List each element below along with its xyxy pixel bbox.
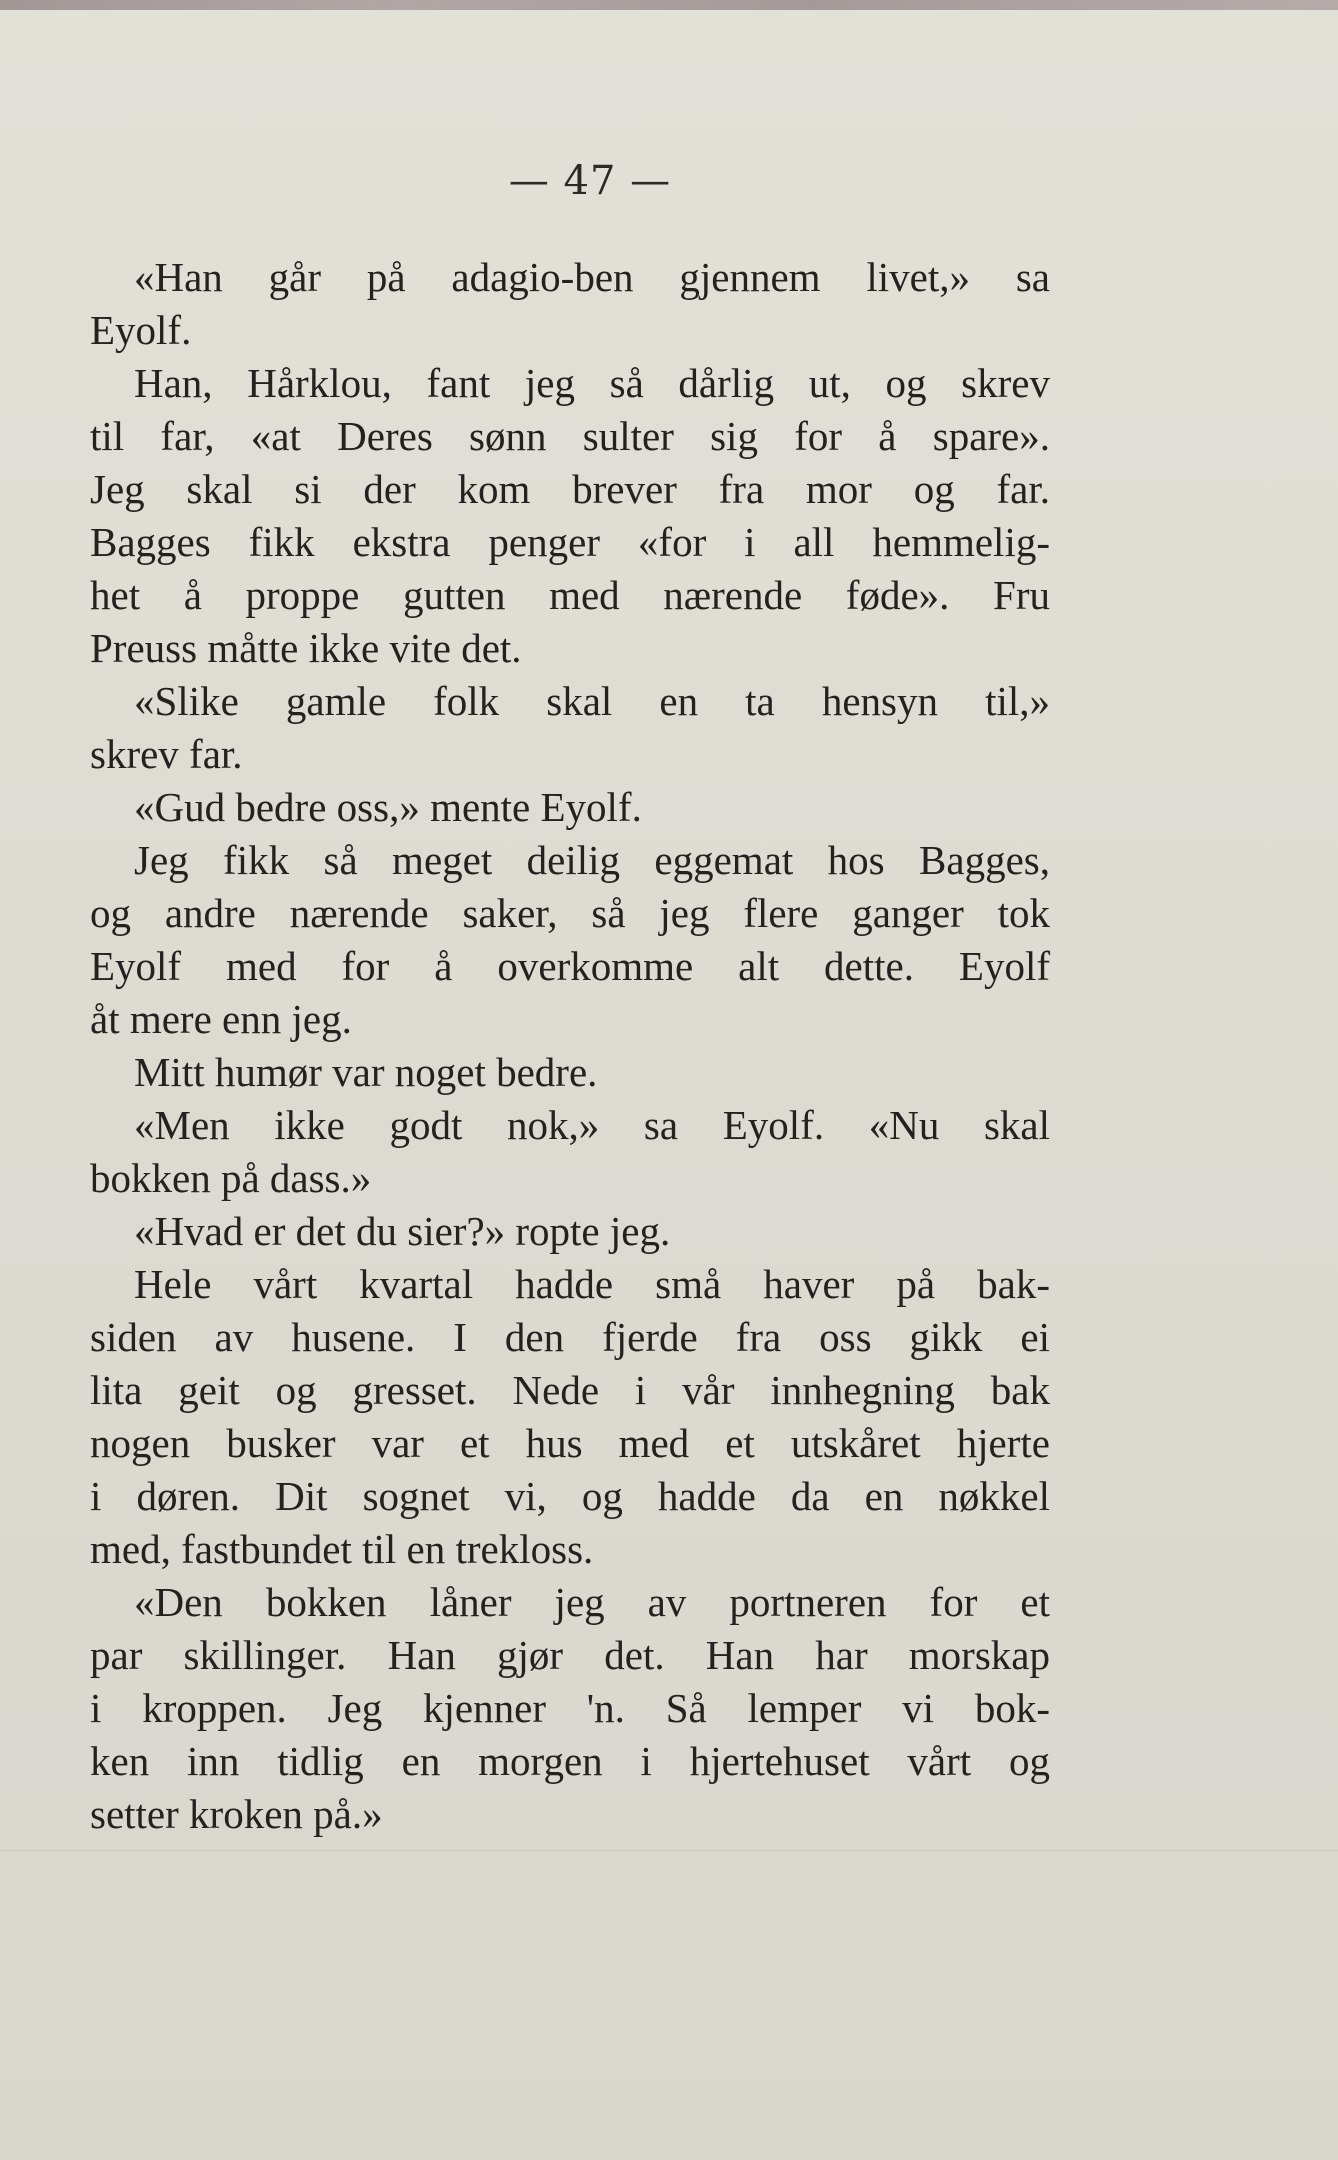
- text-line: skrev far.: [90, 731, 243, 777]
- text-line: åt mere enn jeg.: [90, 996, 352, 1042]
- text-line: siden av husene. I den fjerde fra oss gikk ei: [90, 1314, 1050, 1360]
- text-line: og andre nærende saker, så jeg flere ganger tok: [90, 890, 1050, 936]
- text-line: par skillinger. Han gjør det. Han har morskap: [90, 1632, 1050, 1678]
- text-line: nogen busker var et hus med et utskåret hjerte: [90, 1420, 1050, 1466]
- text-line: Preuss måtte ikke vite det.: [90, 625, 522, 671]
- text-line: «Hvad er det du sier?» ropte jeg.: [134, 1208, 671, 1254]
- text-line: «Gud bedre oss,» mente Eyolf.: [134, 784, 642, 830]
- text-line: Eyolf med for å overkomme alt dette. Eyolf: [90, 943, 1050, 989]
- text-line: «Den bokken låner jeg av portneren for et: [134, 1579, 1050, 1625]
- text-line: Hele vårt kvartal hadde små haver på bak-: [134, 1261, 1050, 1307]
- text-line: het å proppe gutten med nærende føde». Fru: [90, 572, 1050, 618]
- text-line: Jeg fikk så meget deilig eggemat hos Bagges,: [134, 837, 1050, 883]
- faint-rule: [0, 1850, 1338, 1851]
- text-line: ken inn tidlig en morgen i hjertehuset vårt og: [90, 1738, 1050, 1784]
- text-line: Han, Hårklou, fant jeg så dårlig ut, og skrev: [134, 360, 1050, 406]
- text-line: Jeg skal si der kom brever fra mor og far.: [90, 466, 1050, 512]
- text-line: «Han går på adagio-ben gjennem livet,» sa: [134, 254, 1050, 300]
- text-line: med, fastbundet til en trekloss.: [90, 1526, 594, 1572]
- text-line: Eyolf.: [90, 307, 192, 353]
- text-line: Bagges fikk ekstra penger «for i all hemmelig-: [90, 519, 1050, 565]
- text-line: Mitt humør var noget bedre.: [134, 1049, 598, 1095]
- text-line: «Slike gamle folk skal en ta hensyn til,»: [134, 678, 1050, 724]
- text-line: til far, «at Deres sønn sulter sig for å spare».: [90, 413, 1050, 459]
- page-top-edge: [0, 0, 1338, 10]
- page-number: — 47 —: [508, 158, 672, 204]
- text-line: i døren. Dit sognet vi, og hadde da en nøkkel: [90, 1473, 1050, 1519]
- text-line: i kroppen. Jeg kjenner 'n. Så lemper vi bok-: [90, 1685, 1050, 1731]
- text-line: «Men ikke godt nok,» sa Eyolf. «Nu skal: [134, 1102, 1050, 1148]
- text-line: lita geit og gresset. Nede i vår innhegning bak: [90, 1367, 1050, 1413]
- text-line: setter kroken på.»: [90, 1791, 383, 1837]
- text-line: bokken på dass.»: [90, 1155, 372, 1201]
